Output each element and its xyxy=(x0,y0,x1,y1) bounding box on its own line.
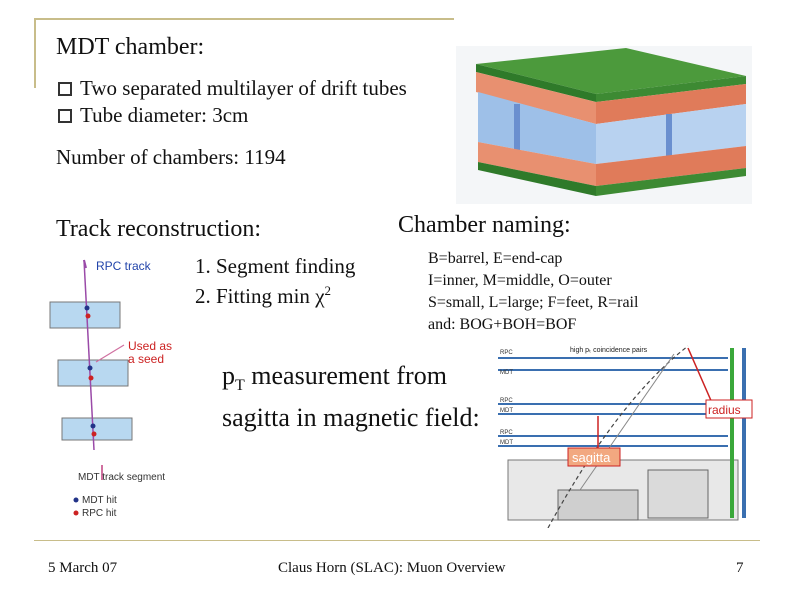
naming-line: and: BOG+BOH=BOF xyxy=(428,316,577,333)
legend-rpc-hit: RPC hit xyxy=(82,508,117,519)
naming-line: I=inner, M=middle, O=outer xyxy=(428,272,612,289)
checkbox-bullet-icon xyxy=(58,82,72,96)
naming-line: S=small, L=large; F=feet, R=rail xyxy=(428,294,639,311)
svg-text:RPC: RPC xyxy=(500,398,513,404)
naming-list xyxy=(428,248,638,336)
step-1: 1. Segment finding xyxy=(195,254,356,278)
slide-title: MDT chamber: xyxy=(56,34,205,60)
svg-text:MDT: MDT xyxy=(500,408,513,414)
bullet-2: Tube diameter: 3cm xyxy=(58,103,248,128)
seed-label-1: Used as xyxy=(128,339,173,353)
coincidence-label: high pₜ coincidence pairs xyxy=(570,347,648,354)
svg-text:RPC: RPC xyxy=(500,430,513,436)
corner-bracket-horizontal xyxy=(34,18,454,20)
sagitta-figure xyxy=(498,340,754,528)
footer-center: Claus Horn (SLAC): Muon Overview xyxy=(278,560,506,576)
svg-text:RPC: RPC xyxy=(500,350,513,356)
rpc-hit-icon xyxy=(74,511,79,516)
bullet-1: Two separated multilayer of drift tubes xyxy=(58,76,407,101)
naming-heading: Chamber naming: xyxy=(398,212,571,238)
footer-divider xyxy=(34,540,760,541)
corner-bracket-vertical xyxy=(34,18,36,88)
pt-measurement-text: $p_T$ measurement from sagitta in magnetic field: xyxy=(222,361,480,433)
page-number: 7 xyxy=(736,560,744,576)
track-heading: Track reconstruction: xyxy=(56,216,262,242)
step-2: 2. Fitting $\min \chi^2$ xyxy=(195,283,332,308)
track-figure xyxy=(44,250,194,525)
seed-label-2: a seed xyxy=(128,352,165,366)
chamber-count: Number of chambers: 1194 xyxy=(56,145,286,169)
footer-date: 5 March 07 xyxy=(48,560,118,576)
legend-mdt-hit: MDT hit xyxy=(82,495,117,506)
mdt-hit-icon xyxy=(74,498,79,503)
checkbox-bullet-icon xyxy=(58,109,72,123)
rpc-track-label: RPC track xyxy=(96,259,151,273)
sagitta-label: sagitta xyxy=(572,450,611,465)
svg-text:MDT: MDT xyxy=(500,370,513,376)
naming-line: B=barrel, E=end-cap xyxy=(428,250,563,267)
svg-text:MDT: MDT xyxy=(500,440,513,446)
mdt-segment-label: MDT track segment xyxy=(78,472,166,483)
radius-label: radius xyxy=(708,403,741,417)
mdt-chamber-image xyxy=(456,46,752,204)
